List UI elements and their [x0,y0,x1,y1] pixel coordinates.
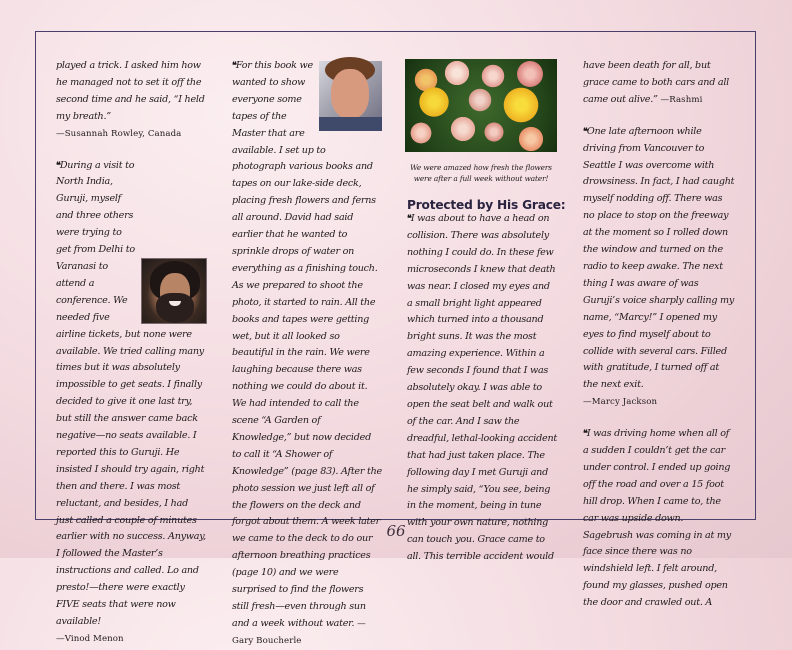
photo-caption: We were amazed how fresh the flowers were after a full week without water! [410,163,552,183]
attribution: —Rashmi [660,94,703,105]
story-text: ❝I was driving home when all of a sudden I couldn’t get the car under control. I ended up going off the road and over a 15 foot hill drop. When I came to, the car was upside down. Sagebrush was coming in at my face since there was no windshield left. I felt around, found my glasses, pushed open the door and crawled out. A [583,428,731,609]
section-heading: Protected by His Grace: [407,198,566,212]
portrait-photo [141,258,207,324]
story-text: ❝During a visit to North India, Guruji, myself and three others were trying to get from Delhi to Varanasi to attend a conference. We needed five airline tickets, but none were available. We tried calling many times but it was absolutely impossible to get seats. I finally decided to give it one last try, but still the answer came back negative—no seats available. I reported this to Guruji. He insisted I should try again, right then and there. I was most reluctant, and besides, I had just called a couple of minutes earlier with no success. Anyway, I followed the Master’s instructions and called. Lo and presto!—there were exactly FIVE seats that were now available! —Vinod Menon [56,159,206,644]
quote-mark-icon: ❝ [583,126,587,137]
portrait-photo [319,61,382,127]
attribution: —Vinod Menon [56,633,124,644]
flowers-photo [405,59,557,152]
story-text: ❝I was about to have a head on collision. There was absolutely nothing I could do. In these few microseconds I knew that death was near. I closed my eyes and a small bright light appeared which turned into a thousand bright suns. It was the most amazing experience. Within a few seconds I found that I was absolutely okay. I was able to open the seat belt and walk out of the car. And I saw the dreadful, lethal-looking accident that had just taken place. The following day I met Guruji and he simply said, “You see, being in the moment, being in tune with your own nature, nothing can touch you. Grace came to all. This terrible accident would [407,213,557,563]
page-number: 66 [386,522,406,540]
quote-mark-icon: ❝ [583,429,587,440]
attribution: —Susannah Rowley, Canada [56,128,182,139]
quote-mark-icon: ❝ [56,160,60,171]
story-text: have been death for all, but grace came to both cars and all came out alive.” —Rashmi [583,60,729,105]
story-text: played a trick. I asked him how he managed not to set it off the second time and he said, “I held my breath.” —Susannah Rowley, Canada [56,60,205,139]
attribution: —Marcy Jackson [583,397,658,408]
quote-mark-icon: ❝ [407,214,411,224]
story-text: ❝For this book we wanted to show everyone some tapes of the Master that are available. I set up to photograph various books and tapes on our lake-side deck, placing fresh flowers and ferns all around. David had said earlier that he wanted to sprinkle drops of water on everything as a finishing touch. As we prepared to shoot the photo, it started to rain. All the books and tapes were getting wet, but it all looked so beautiful in the rain. We were laughing because there was nothing we could do about it. We had intended to call the scene “A Garden of Knowledge,” but now decided to call it “A Shower of Knowledge” (page 83). After the photo session we just left all of the flowers on the deck and forgot about them. A week later we came to the deck to do our afternoon breathing practices (page 10) and we were surprised to find the flowers still fresh—even through sun and a week without water. —Gary Boucherle [232,58,382,650]
column-1 [56,58,207,648]
column-2 [232,58,382,650]
attribution: —Gary Boucherle [232,618,366,646]
story-text: ❝One late afternoon while driving from Vancouver to Seattle I was overcome with drowsiness. In fact, I had caught myself nodding off. There was no place to stop on the freeway at the moment so I rolled down the window and turned on the radio to keep awake. The next thing I was aware of was Guruji’s voice sharply calling my name, “Marcy!” I opened my eyes to find myself about to collide with several cars. Filled with gratitude, I turned off at the next exit. —Marcy Jackson [583,125,735,408]
column-3 [407,211,558,566]
quote-mark-icon: ❝ [232,61,236,71]
